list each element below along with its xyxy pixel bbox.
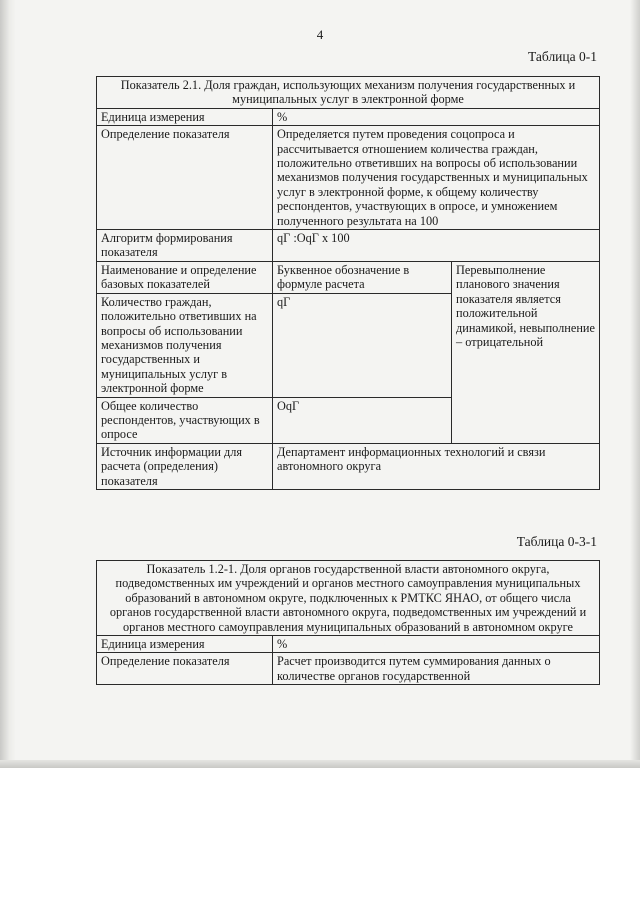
source-label: Источник информации для расчета (определения) показателя	[97, 443, 273, 489]
table2-header: Показатель 1.2-1. Доля органов государственной власти автономного округа, подведомственных им учреждений и органов местного самоуправления муниципальных образований в автономном округе, подключенных к РМТКС ЯНАО, от общего числа органов государственной власти автономного округа, подведомственных им учреждений и органов местного самоуправления муниципальных образований в автономном округе	[97, 561, 600, 636]
table-row	[97, 561, 600, 636]
page-number: 4	[316, 27, 324, 42]
base-indicator-2-symbol: OqГ	[273, 397, 452, 443]
base-indicator-2-label: Общее количество респондентов, участвующих в опросе	[97, 397, 273, 443]
table-row	[97, 230, 600, 262]
table-row	[97, 126, 600, 230]
source-value: Департамент информационных технологий и связи автономного округа	[273, 443, 600, 489]
definition-value: Определяется путем проведения соцопроса и рассчитывается отношением количества граждан, положительно ответивших на вопросы об использовании механизмов получения государственных и муниципальных услуг в электронной форме, к общему количеству респондентов, участвующих в опросе, и умножением полученного результата на 100	[273, 126, 600, 230]
definition-value: Расчет производится путем суммирования данных о количестве органов государственной	[273, 653, 600, 685]
table1-header: Показатель 2.1. Доля граждан, использующих механизм получения государственных и муниципальных услуг в электронной форме	[97, 77, 600, 109]
unit-value: %	[273, 636, 600, 653]
indicator-table-1-2-1	[96, 560, 600, 685]
table-row	[97, 636, 600, 653]
dynamics-note: Перевыполнение планового значения показателя является положительной динамикой, невыполнение – отрицательной	[452, 261, 600, 443]
scan-left-edge	[0, 0, 16, 768]
table-row	[97, 77, 600, 109]
table1-caption: Таблица 0-1	[528, 49, 597, 64]
unit-label: Единица измерения	[97, 108, 273, 125]
unit-value: %	[273, 108, 600, 125]
table2-caption: Таблица 0-3-1	[516, 534, 597, 549]
symbol-column-label: Буквенное обозначение в формуле расчета	[273, 261, 452, 293]
scan-bottom-edge	[0, 760, 640, 768]
base-indicator-1-label: Количество граждан, положительно ответивших на вопросы об использовании механизмов получения государственных и муниципальных услуг в электронной форме	[97, 293, 273, 397]
scan-right-edge	[630, 0, 640, 768]
indicator-table-2-1	[96, 76, 600, 490]
algorithm-formula: qГ :OqГ x 100	[273, 230, 600, 262]
unit-label: Единица измерения	[97, 636, 273, 653]
algorithm-label: Алгоритм формирования показателя	[97, 230, 273, 262]
table-row	[97, 261, 600, 293]
table-row	[97, 108, 600, 125]
base-indicators-label: Наименование и определение базовых показателей	[97, 261, 273, 293]
definition-label: Определение показателя	[97, 126, 273, 230]
base-indicator-1-symbol: qГ	[273, 293, 452, 397]
table-row	[97, 653, 600, 685]
table-row	[97, 443, 600, 489]
definition-label: Определение показателя	[97, 653, 273, 685]
